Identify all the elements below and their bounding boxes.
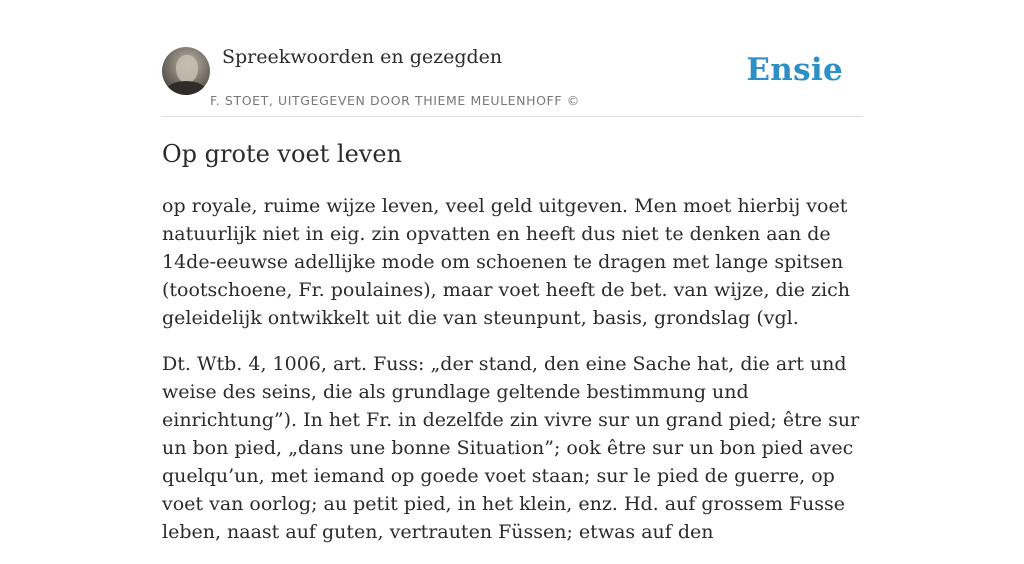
- entry-title: Op grote voet leven: [162, 140, 403, 168]
- ensie-logo[interactable]: Ensie: [746, 52, 843, 88]
- avatar-coat: [166, 81, 206, 95]
- entry-paragraph: op royale, ruime wijze leven, veel geld uitgeven. Men moet hierbij voet natuurlijk niet in eig. zin opvatten en heeft dus niet te denken aan de 14de-eeuwse adellijke mode om schoenen te dragen met lange spitsen (tootschoene, Fr. poulaines), maar voet heeft de bet. van wijze, die zich geleidelijk ontwikkelt uit die van steunpunt, basis, grondslag (vgl.: [162, 195, 851, 329]
- book-meta: F. STOET, UITGEGEVEN DOOR THIEME MEULENHOFF ©: [210, 93, 580, 108]
- book-header: [162, 46, 862, 117]
- book-title[interactable]: Spreekwoorden en gezegden: [222, 46, 503, 68]
- avatar-face: [176, 55, 198, 83]
- entry-paragraph: Dt. Wtb. 4, 1006, art. Fuss: „der stand, den eine Sache hat, die art und weise des seins, die als grundlage geltende bestimmung und einrichtung”). In het Fr. in dezelfde zin vivre sur un grand pied; être sur un bon pied, „dans une bonne Situation”; ook être sur un bon pied avec quelqu’un, met iemand op goede voet staan; sur le pied de guerre, op voet van oorlog; au petit pied, in het klein, enz. Hd. auf grossem Fusse leben, naast auf guten, vertrauten Füssen; etwas auf den: [162, 353, 860, 543]
- author-avatar[interactable]: [162, 47, 210, 95]
- entry-content: [162, 192, 867, 564]
